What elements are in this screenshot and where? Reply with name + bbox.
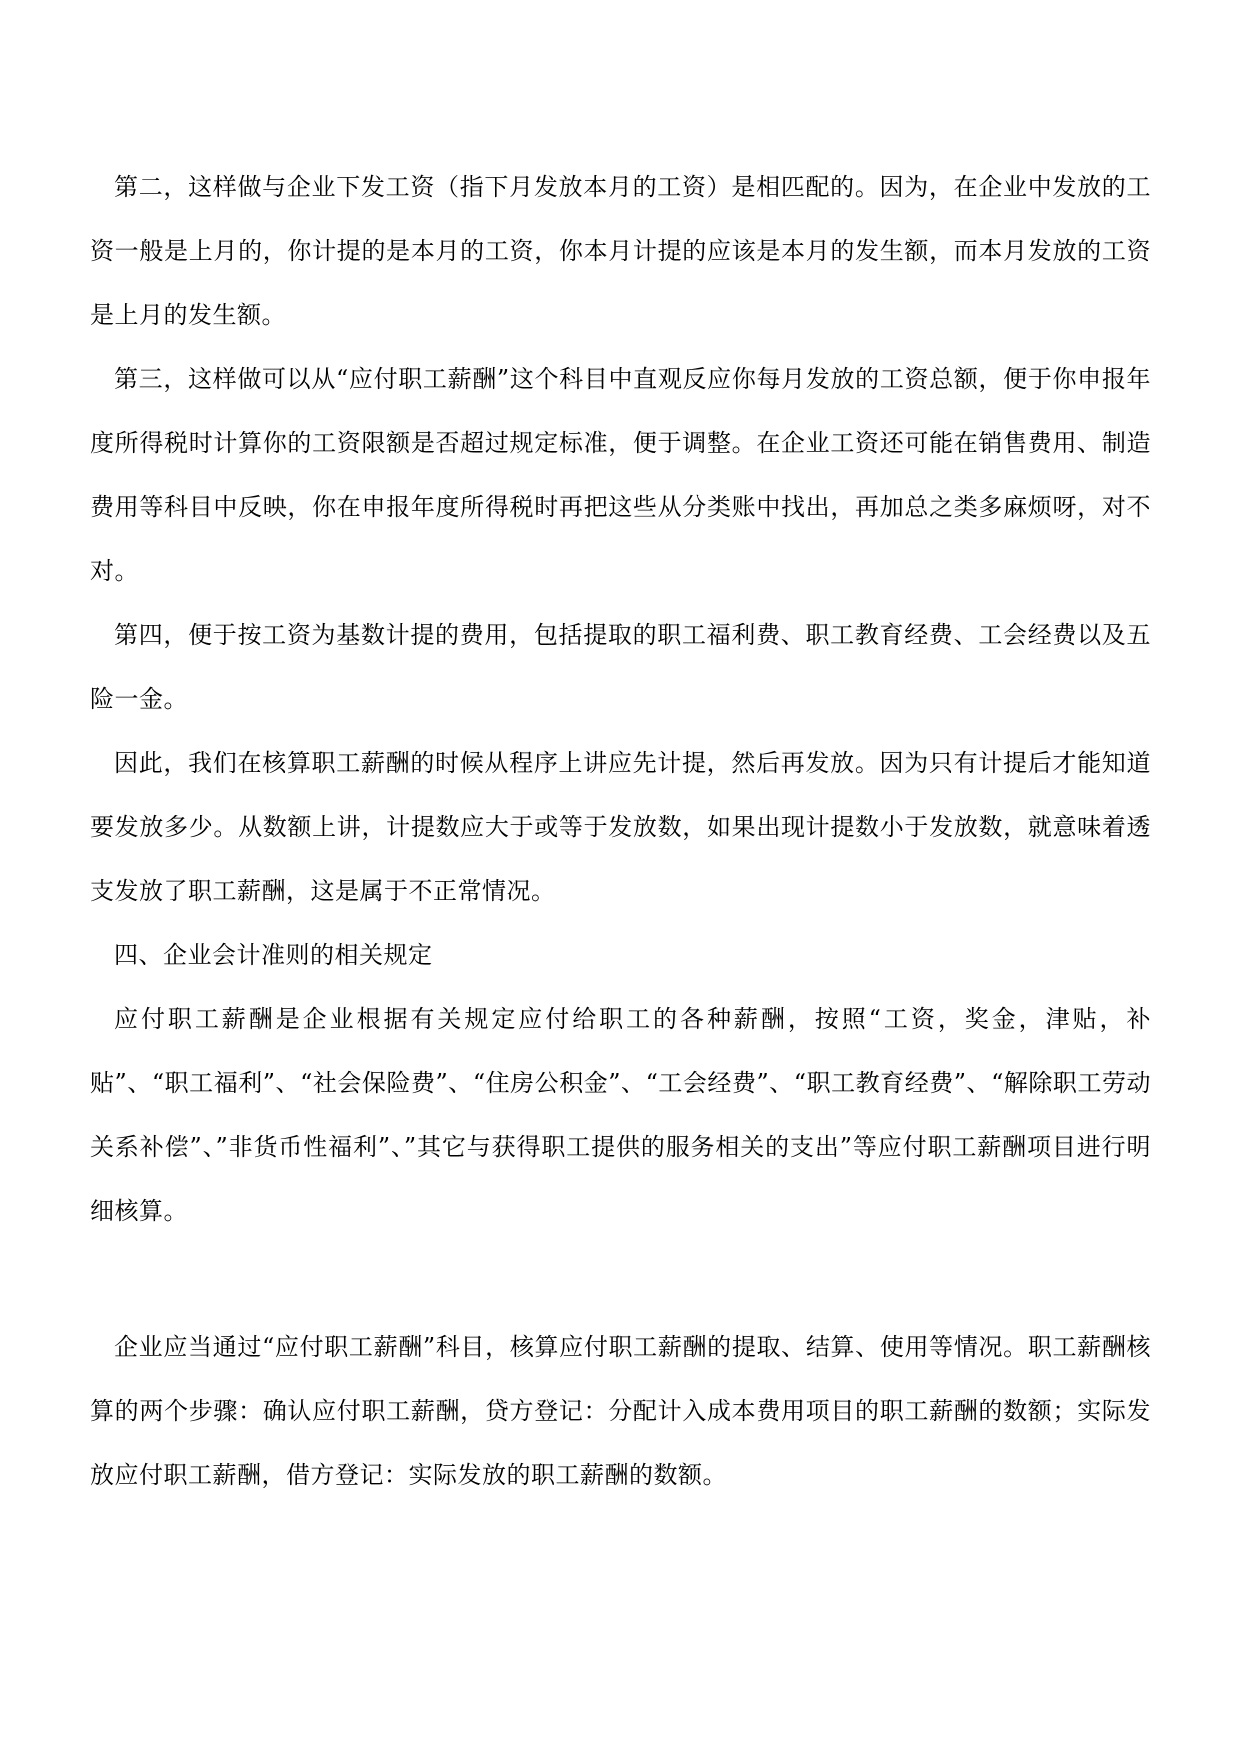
paragraph-2: 第二，这样做与企业下发工资（指下月发放本月的工资）是相匹配的。因为，在企业中发放的工资一般是上月的，你计提的是本月的工资，你本月计提的应该是本月的发生额，而本月发放的工资是上月的发生额。	[90, 173, 1151, 329]
paragraph-therefore: 因此，我们在核算职工薪酬的时候从程序上讲应先计提，然后再发放。因为只有计提后才能知道要发放多少。从数额上讲，计提数应大于或等于发放数，如果出现计提数小于发放数，就意味着透支发放了职工薪酬，这是属于不正常情况。	[90, 749, 1151, 905]
paragraph-3: 第三，这样做可以从“应付职工薪酬”这个科目中直观反应你每月发放的工资总额，便于你申报年度所得税时计算你的工资限额是否超过规定标准，便于调整。在企业工资还可能在销售费用、制造费用等科目中反映，你在申报年度所得税时再把这些从分类账中找出，再加总之类多麻烦呀，对不对。	[90, 365, 1151, 585]
document-body	[90, 155, 1151, 1507]
section-heading: 四、企业会计准则的相关规定	[114, 941, 433, 969]
paragraph-spacer	[90, 1243, 1151, 1315]
paragraph-accounting: 企业应当通过“应付职工薪酬”科目，核算应付职工薪酬的提取、结算、使用等情况。职工薪酬核算的两个步骤：确认应付职工薪酬，贷方登记：分配计入成本费用项目的职工薪酬的数额；实际发放应付职工薪酬，借方登记：实际发放的职工薪酬的数额。	[90, 1333, 1151, 1489]
paragraph-4: 第四，便于按工资为基数计提的费用，包括提取的职工福利费、职工教育经费、工会经费以及五险一金。	[90, 621, 1151, 713]
paragraph-definition: 应付职工薪酬是企业根据有关规定应付给职工的各种薪酬，按照“工资，奖金，津贴，补贴”、“职工福利”、“社会保险费”、“住房公积金”、“工会经费”、“职工教育经费”、“解除职工劳动关系补偿”、”非货币性福利”、”其它与获得职工提供的服务相关的支出”等应付职工薪酬项目进行明细核算。	[90, 1005, 1151, 1225]
